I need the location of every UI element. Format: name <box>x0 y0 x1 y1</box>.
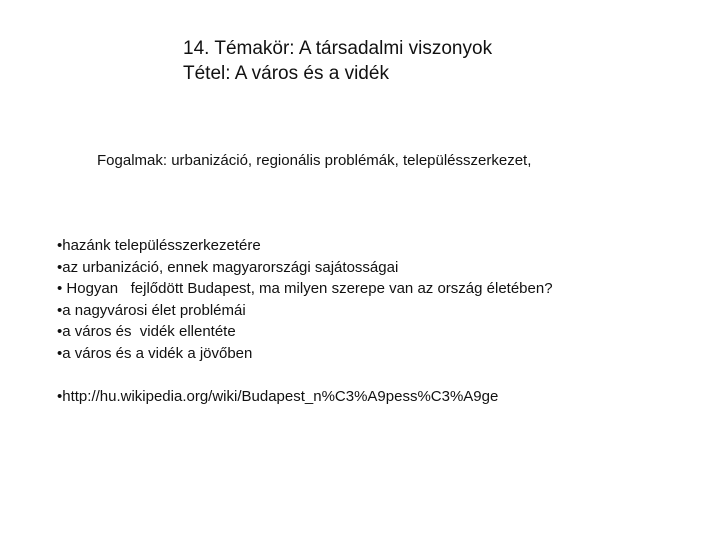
title-item: Tétel: A város és a vidék <box>183 63 389 84</box>
concepts-line: Fogalmak: urbanizáció, regionális problémák, településszerkezet, <box>97 152 532 169</box>
list-item: •az urbanizáció, ennek magyarországi sajátosságai <box>57 258 399 276</box>
list-item: •hazánk településszerkezetére <box>57 237 261 254</box>
list-item: • Hogyan fejlődött Budapest, ma milyen szerepe van az ország életében? <box>57 280 553 297</box>
reference-list <box>57 386 498 408</box>
list-item: •a nagyvárosi élet problémái <box>57 301 246 319</box>
slide-title <box>183 36 492 86</box>
reference-link[interactable]: •http://hu.wikipedia.org/wiki/Budapest_n%C3%A9pess%C3%A9ge <box>57 388 499 405</box>
list-item: •a város és a vidék a jövőben <box>57 344 253 362</box>
title-topic: 14. Témakör: A társadalmi viszonyok <box>183 38 493 59</box>
list-item: •a város és vidék ellentéte <box>57 323 236 340</box>
bullet-list <box>57 235 553 364</box>
